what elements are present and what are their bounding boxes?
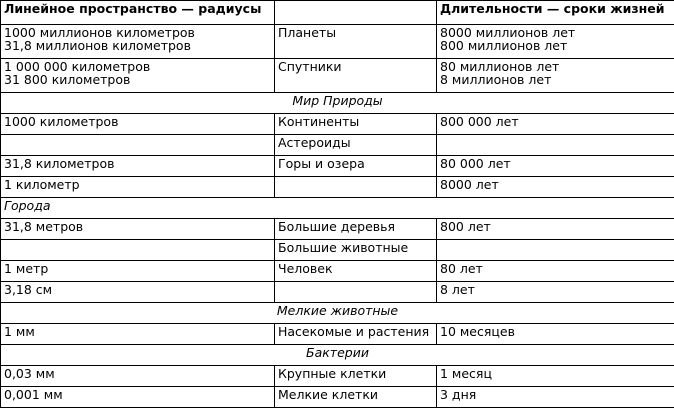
- object-cell: Насекомые и растения: [275, 324, 437, 345]
- table-body: [1, 1, 674, 408]
- radius-value: 31,8 километров: [4, 157, 271, 170]
- section-title: Мелкие животные: [1, 303, 674, 324]
- section-title: Города: [1, 198, 674, 219]
- object-cell: Спутники: [275, 59, 437, 93]
- lifespan-cell: [437, 240, 674, 261]
- lifespan-cell: [437, 366, 674, 387]
- table-row: [1, 366, 674, 387]
- object-cell: Крупные клетки: [275, 366, 437, 387]
- radius-cell: [1, 282, 275, 303]
- object-cell: Человек: [275, 261, 437, 282]
- lifespan-cell: [437, 25, 674, 59]
- lifespan-value: 10 месяцев: [440, 325, 671, 338]
- radius-cell: [1, 387, 275, 408]
- radius-cell: [1, 156, 275, 177]
- object-cell: Мелкие клетки: [275, 387, 437, 408]
- radius-cell: [1, 240, 275, 261]
- lifespan-value: 800 лет: [440, 220, 671, 233]
- object-cell: Большие животные: [275, 240, 437, 261]
- radius-value: 3,18 см: [4, 283, 271, 296]
- radius-cell: [1, 177, 275, 198]
- radius-value: 1 000 000 километров: [4, 60, 271, 73]
- lifespan-cell: [437, 324, 674, 345]
- lifespan-cell: [437, 135, 674, 156]
- radius-cell: [1, 366, 275, 387]
- section-row: [1, 345, 674, 366]
- radius-value: 1000 километров: [4, 115, 271, 128]
- object-cell: Большие деревья: [275, 219, 437, 240]
- lifespan-cell: [437, 387, 674, 408]
- radius-cell: [1, 135, 275, 156]
- lifespan-cell: [437, 156, 674, 177]
- radius-value: 31 800 километров: [4, 73, 271, 86]
- table-row: [1, 219, 674, 240]
- table-row: [1, 324, 674, 345]
- object-cell: Планеты: [275, 25, 437, 59]
- table-row: [1, 59, 674, 93]
- lifespan-value: 80 000 лет: [440, 157, 671, 170]
- lifespan-cell: [437, 261, 674, 282]
- lifespan-value: 8000 миллионов лет: [440, 26, 671, 39]
- section-title: Мир Природы: [1, 93, 674, 114]
- radius-value: 1000 миллионов километров: [4, 26, 271, 39]
- radius-value: 31,8 миллионов километров: [4, 39, 271, 52]
- lifespan-value: 800 миллионов лет: [440, 39, 671, 52]
- lifespan-value: 1 месяц: [440, 367, 671, 380]
- radius-cell: [1, 324, 275, 345]
- table-row: [1, 156, 674, 177]
- section-title: Бактерии: [1, 345, 674, 366]
- radius-value: 1 мм: [4, 325, 271, 338]
- object-cell: Астероиды: [275, 135, 437, 156]
- radius-value: 1 метр: [4, 262, 271, 275]
- lifespan-value: 80 лет: [440, 262, 671, 275]
- header-duration-lifespan: Длительности — сроки жизней: [437, 1, 674, 25]
- section-row: [1, 303, 674, 324]
- lifespan-cell: [437, 114, 674, 135]
- lifespan-cell: [437, 282, 674, 303]
- lifespan-cell: [437, 59, 674, 93]
- table-row: [1, 240, 674, 261]
- section-row: [1, 198, 674, 219]
- table-row: [1, 387, 674, 408]
- radius-value: 0,03 мм: [4, 367, 271, 380]
- object-cell: Горы и озера: [275, 156, 437, 177]
- object-cell: [275, 177, 437, 198]
- table-row: [1, 25, 674, 59]
- radius-cell: [1, 261, 275, 282]
- radius-value: 0,001 мм: [4, 388, 271, 401]
- lifespan-value: 8 лет: [440, 283, 671, 296]
- lifespan-cell: [437, 177, 674, 198]
- table-row: [1, 261, 674, 282]
- lifespan-value: 3 дня: [440, 388, 671, 401]
- radius-value: 1 километр: [4, 178, 271, 191]
- header-space-radius: Линейное пространство — радиусы: [1, 1, 275, 25]
- radius-cell: [1, 25, 275, 59]
- radius-cell: [1, 114, 275, 135]
- object-cell: [275, 282, 437, 303]
- header-objects: [275, 1, 437, 25]
- radius-cell: [1, 219, 275, 240]
- table-row: [1, 114, 674, 135]
- table-row: [1, 282, 674, 303]
- object-cell: Континенты: [275, 114, 437, 135]
- radius-value: 31,8 метров: [4, 220, 271, 233]
- lifespan-value: 8000 лет: [440, 178, 671, 191]
- lifespan-value: 800 000 лет: [440, 115, 671, 128]
- table-row: [1, 177, 674, 198]
- lifespan-value: 80 миллионов лет: [440, 60, 671, 73]
- lifespan-cell: [437, 219, 674, 240]
- header-row: [1, 1, 674, 25]
- section-row: [1, 93, 674, 114]
- table-row: [1, 135, 674, 156]
- radius-cell: [1, 59, 275, 93]
- lifespan-value: 8 миллионов лет: [440, 73, 671, 86]
